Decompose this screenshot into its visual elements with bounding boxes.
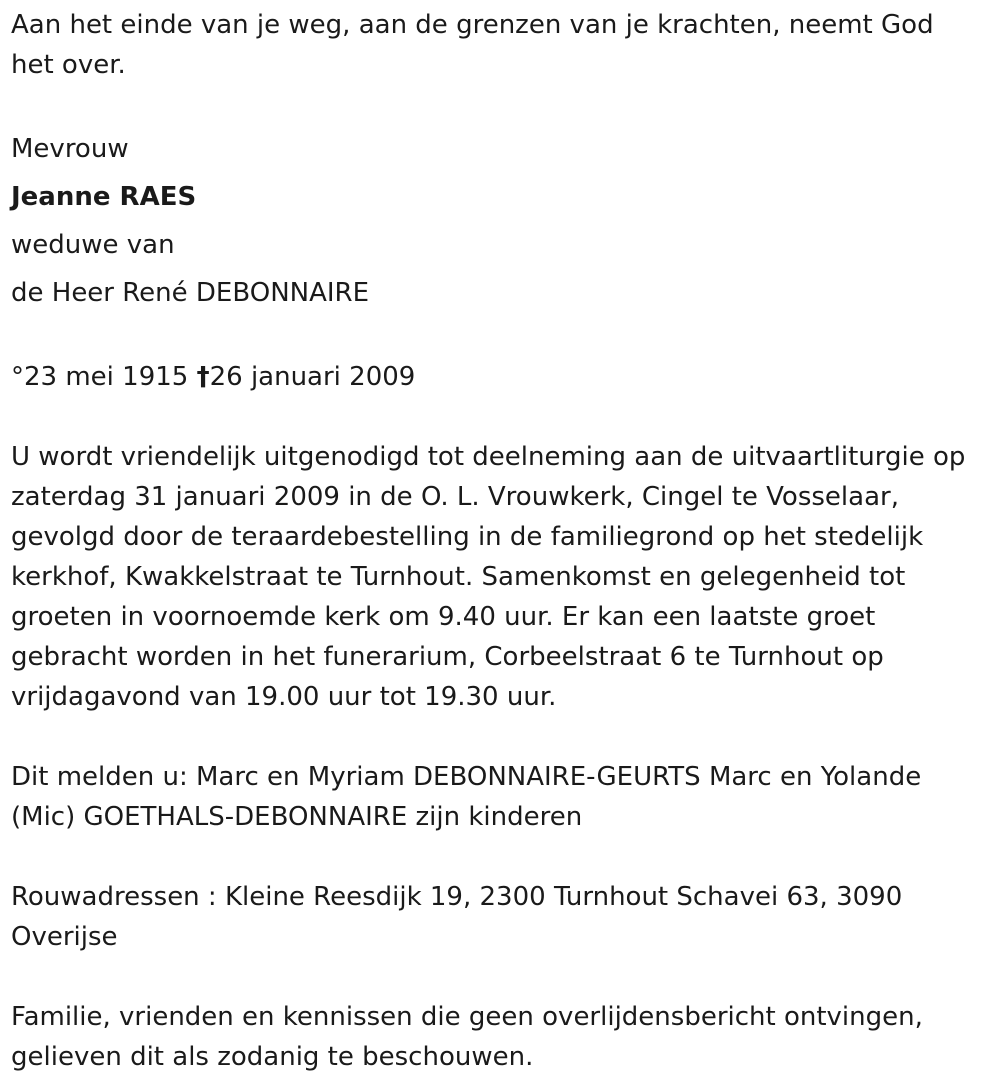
salutation: Mevrouw <box>11 134 129 164</box>
relation-text: weduwe van <box>11 230 175 260</box>
birth-date: 23 mei 1915 <box>24 362 197 392</box>
life-dates <box>11 357 976 397</box>
spouse-name: de Heer René DEBONNAIRE <box>11 278 370 308</box>
deceased-name: Jeanne RAES <box>11 182 197 212</box>
spacer <box>11 717 976 757</box>
mourning-addresses: Rouwadressen : Kleine Reesdijk 19, 2300 Turnhout Schavei 63, 3090 Overijse <box>11 882 903 952</box>
birth-symbol: ° <box>11 362 24 392</box>
spacer <box>11 317 976 357</box>
invitation-text: U wordt vriendelijk uitgenodigd tot deelneming aan de uitvaartliturgie op zaterdag 31 januari 2009 in de O. L. Vrouwkerk, Cingel te Vosselaar, gevolgd door de teraardebestelling in de familiegrond op het stedelijk kerkhof, Kwakkelstraat te Turnhout. Samenkomst en gelegenheid tot groeten in voornoemde kerk om 9.40 uur. Er kan een laatste groet gebracht worden in het funerarium, Corbeelstraat 6 te Turnhout op vrijdagavond van 19.00 uur tot 19.30 uur. <box>11 442 966 712</box>
spacer <box>11 397 976 437</box>
cross-icon: † <box>196 362 210 392</box>
announced-by-text: Dit melden u: Marc en Myriam DEBONNAIRE-GEURTS Marc en Yolande (Mic) GOETHALS-DEBONNAIRE zijn kinderen <box>11 762 922 832</box>
spacer <box>11 85 976 125</box>
closing-text: Familie, vrienden en kennissen die geen overlijdensbericht ontvingen, gelieven dit als zodanig te beschouwen. <box>11 1002 923 1072</box>
spacer <box>11 957 976 997</box>
motto-text: Aan het einde van je weg, aan de grenzen van je krachten, neemt God het over. <box>11 10 934 80</box>
spacer <box>11 837 976 877</box>
death-date: 26 januari 2009 <box>209 362 416 392</box>
